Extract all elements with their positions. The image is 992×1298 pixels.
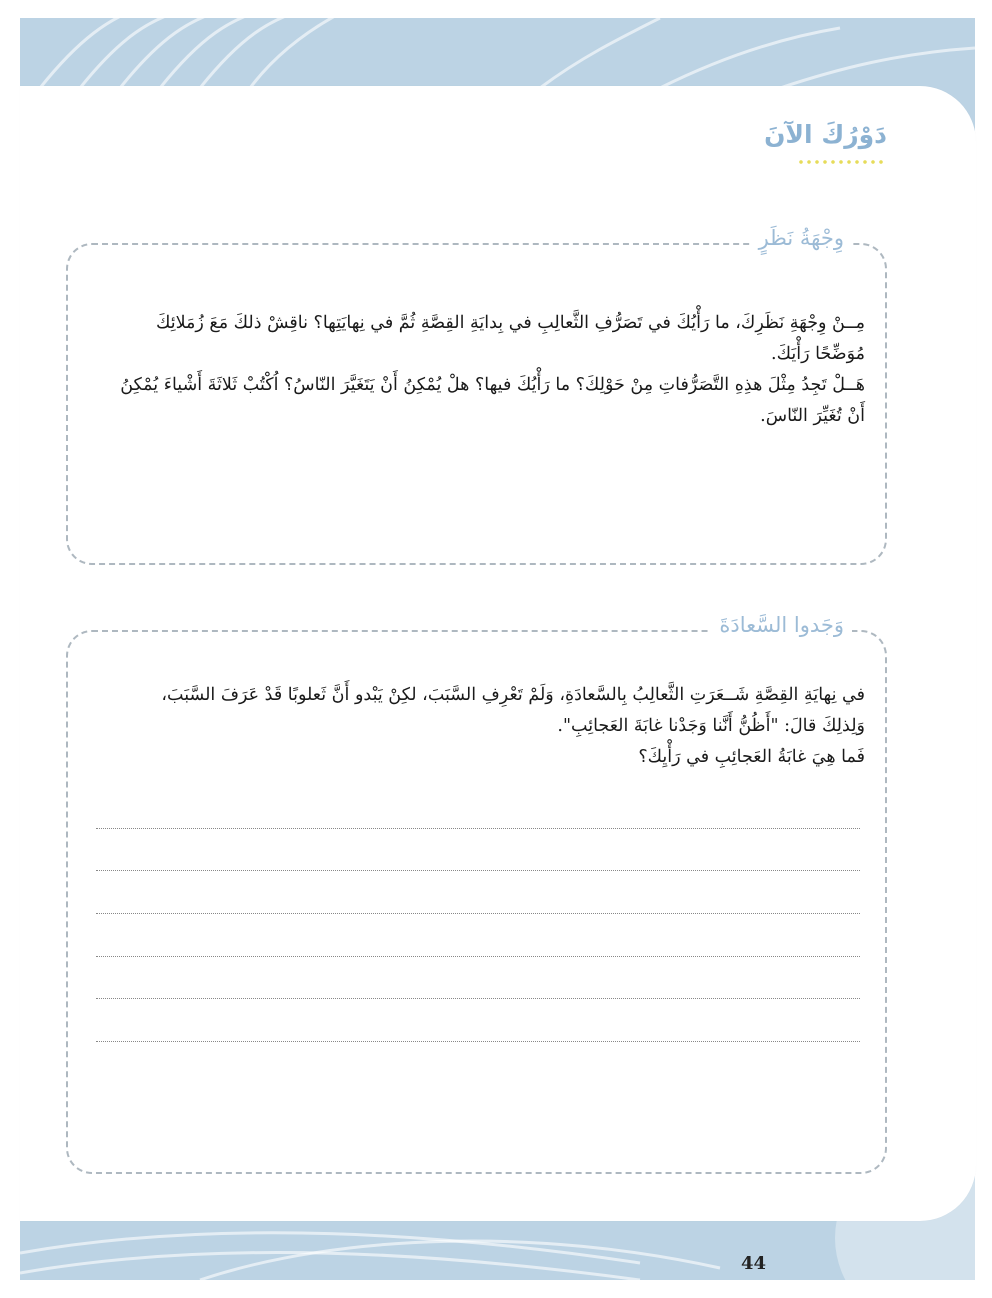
title-underline-dots (797, 158, 887, 166)
answer-line-6[interactable] (96, 1041, 860, 1042)
viewpoint-paragraph-1: مِــنْ وِجْهَةِ نَظَرِكَ، ما رَأْيُكَ في تَصَرُّفِ الثَّعالِبِ في بِدايَةِ القِصَّةِ ثُمَّ في نِهايَتِها؟ ناقِشْ ذلكَ مَعَ زُمَلائِكَ مُوَضِّحًا رَأْيَكَ. (155, 313, 865, 364)
page-title: دَوْرُكَ الآنَ (764, 120, 887, 149)
answer-line-3[interactable] (96, 913, 860, 914)
viewpoint-paragraph-2: هَــلْ تَجِدُ مِثْلَ هذِهِ التَّصَرُّفاتِ مِنْ حَوْلِكَ؟ ما رَأْيُكَ فيها؟ هلْ يُمْكِنُ أَنْ يَتَغَيَّرَ النّاسُ؟ اُكْتُبْ ثَلاثَةَ أَشْياءَ يُمْكِنُ أَنْ تُغَيِّرَ النّاسَ. (120, 375, 865, 426)
section-label-happiness: وَجَدوا السَّعادَةَ (711, 613, 852, 637)
happiness-text (128, 680, 865, 773)
answer-line-5[interactable] (96, 998, 860, 999)
happiness-paragraph-1: في نِهايَةِ القِصَّةِ شَــعَرَتِ الثَّعالِبُ بِالسَّعادَةِ، وَلَمْ تَعْرِفِ السَّبَبَ، لكِنْ يَبْدو أَنَّ ثَعلوبًا قَدْ عَرَفَ السَّبَبَ، وَلِذلِكَ قالَ: "أَظُنُّ أَنَّنا وَجَدْنا غابَةَ العَجائِبِ". (161, 685, 865, 736)
viewpoint-text (120, 308, 865, 432)
answer-line-4[interactable] (96, 956, 860, 957)
happiness-question: فَما هِيَ غابَةُ العَجائِبِ في رَأْيِكَ؟ (638, 747, 865, 767)
section-label-viewpoint: وِجْهَةُ نَظَرٍ (751, 226, 852, 250)
answer-line-2[interactable] (96, 870, 860, 871)
page-number: 44 (741, 1253, 767, 1274)
answer-line-1[interactable] (96, 828, 860, 829)
